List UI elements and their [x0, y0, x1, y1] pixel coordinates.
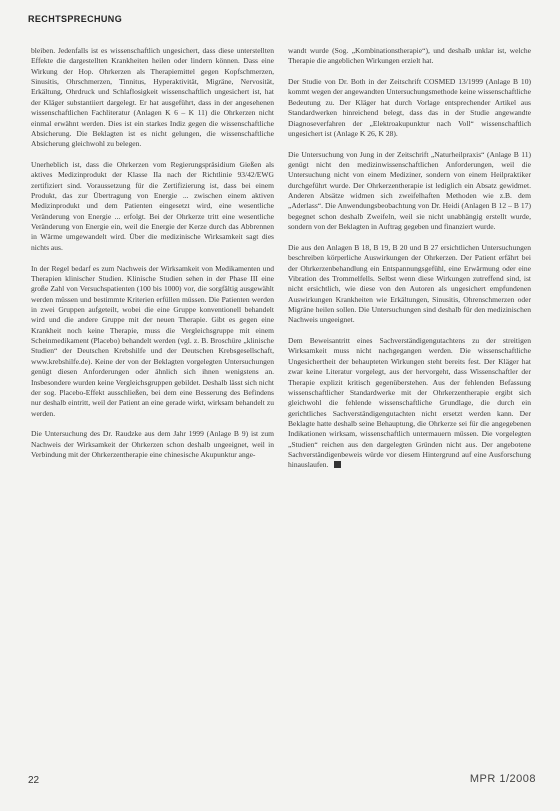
paragraph: Unerheblich ist, dass die Ohrkerzen vom Regierungspräsidium Gießen als aktives Medizinprodukt der Klasse IIa nach der Richtlinie 93/42/EWG zertifiziert sind. Voraussetzung für die Zertifizierung ist, dass bei einem Produkt, das zur Übertragung von Energie ... zwischen einem aktiven Medizinprodukt und dem Patienten eingesetzt wird, eine wesentliche Veränderung von Energie ... erfolgt. Bei der Ohrkerze tritt eine wesentliche Veränderung von Energie ein, weil die Energie der Kerze durch das Abbrennen in Wärme umgewandelt wird. Über die medizinische Wirksamkeit sagt dies nichts aus.: [31, 159, 274, 252]
paragraph: wandt wurde (Sog. „Kombinationstherapie“), und deshalb unklar ist, welche Therapie die angeblichen Wirkungen erzielt hat.: [288, 46, 531, 66]
page-number: 22: [28, 775, 40, 786]
journal-issue: MPR 1/2008: [469, 773, 536, 785]
paragraph: Die aus den Anlagen B 18, B 19, B 20 und B 27 ersichtlichen Untersuchungen beschreiben körperliche Auswirkungen der Ohrkerzen. Der Patient erfährt bei der Ohrkerzenbehandlung ein Entspannungsgefühl, eine Erwärmung oder eine Vibration des Trommelfells. Selbst wenn diese Wirkungen zutreffend sind, ist nicht ersichtlich, wie diese von den Autoren als ungesichert empfundenen Auswirkungen Krankheiten wie Erkältungen, Sinusitis, Ohrenschmerzen oder Migräne heilen sollen. Die Untersuchungen sind deshalb für den medizinischen Nachweis ungeeignet.: [288, 242, 531, 325]
left-column: [31, 46, 274, 460]
paragraph-text: Dem Beweisantritt eines Sachverständigengutachtens zu der streitigen Wirksamkeit muss nicht nachgegangen werden. Die wissenschaftliche Ungesichertheit der behaupteten Wirkungen steht bereits fest. Der Kläger hat zwar keine Literatur vorgelegt, aus der hervorgeht, dass Wissenschaftler der Therapie explizit kritisch gegenüberstehen. Aus der fehlenden Befassung wissenschaftlicher Standardwerke mit der Ohrkerzentherapie ergibt sich gleichwohl die fehlende wissenschaftliche Grundlage, die durch ein gerichtliches Sachverständigengutachten nicht ersetzt werden kann. Der Beklagte hatte deshalb seine Behauptung, die Ohrkerze sei für die angegebenen Indikationen wirksam, wissenschaftlich untermauern müssen. Die vorgelegten „Studien“ reichen aus den dargelegten Gründen nicht aus. Der angebotene Sachverständigenbeweis würde vor diesem Hintergrund auf eine Ausforschung hinauslaufen.: [288, 336, 531, 470]
right-column: [288, 46, 531, 471]
paragraph: [288, 336, 531, 471]
paragraph: In der Regel bedarf es zum Nachweis der Wirksamkeit von Medikamenten und Therapien klinischer Studien. Klinische Studien sehen in der Phase III eine große Zahl von Versuchspatienten (100 bis 1000) vor, die sorgfältig ausgewählt werden müssen und bestimmte Kriterien erfüllen müssen. Die Patienten werden in zwei Gruppen aufgeteilt, wobei die eine Gruppe konventionell behandelt wird und die andere Gruppe mit der neuen Therapie. Gibt es gegen eine Krankheit noch keine Therapie, muss die Vergleichsgruppe mit einem Scheinmedikament (Placebo) behandelt werden (vgl. z. B. Broschüre „klinische Studien“ der Deutschen Krebshilfe und der Deutschen Krebsgesellschaft, www.krebshilfe.de). Keine der von der Beklagten vorgelegten Untersuchungen genügt diesen Anforderungen oder ähnlich sich ihnen wenigstens an. Insbesondere wurden keine Vergleichsgruppen gebildet. Deshalb lässt sich nicht der sog. Placebo-Effekt ausschließen, bei dem eine Besserung des Befindens nur deshalb eintritt, weil der Patient an eine gerade wirkt, wirksam behandelt zu werden.: [31, 263, 274, 418]
paragraph: Die Untersuchung des Dr. Raudzke aus dem Jahr 1999 (Anlage B 9) ist zum Nachweis der Wirksamkeit der Ohrkerzen schon deshalb ungeeignet, weil in Verbindung mit der Ohrkerzentherapie eine chinesische Akupunktur ange-: [31, 429, 274, 460]
section-header: RECHTSPRECHUNG: [28, 14, 123, 24]
paragraph: bleiben. Jedenfalls ist es wissenschaftlich ungesichert, dass diese unterstellten Effekte die dargestellten Krankheiten heilen oder lindern können. Dass eine Wirkung der Hop. Ohrkerzen als Therapiemittel gegen Kopfschmerzen, Sinusitis, Ohrschmerzen, Tinnitus, Hyperaktivität, Migräne, Nervosität, Erkältung, Ohrdruck und Schlaflosigkeit wissenschaftlich ungesichert ist, hat der Kläger substantiiert dargelegt. Er hat ausgeführt, dass in der angesehenen wissenschaftlichen Fachliteratur (Anlagen K 6 – K 11) die Ohrkerzen nicht einmal erwähnt werden. Dies ist ein starkes Indiz gegen die wissenschaftliche Absicherung. Die Beklagten ist es nicht gelungen, die wissenschaftliche Absicherung gleichwohl zu belegen.: [31, 46, 274, 149]
paragraph: Der Studie von Dr. Both in der Zeitschrift COSMED 13/1999 (Anlage B 10) kommt wegen der angewandten Untersuchungsmethode keine wissenschaftliche Bedeutung zu. Der Kläger hat durch Vorlage entsprechender Artikel aus Standardwerken hinreichend belegt, dass das in der Studie angewandte Diagnoseverfahren der „Elektroakupunktur nach Voll“ wissenschaftlich ungesichert ist (Anlage K 26, K 28).: [288, 77, 531, 138]
paragraph: Die Untersuchung von Jung in der Zeitschrift „Naturheilpraxis“ (Anlage B 11) genügt nicht den medizinwissenschaftlichen Anforderungen, weil die Untersuchung nicht von einem Mediziner, sondern von einem Heilpraktiker durchgeführt wurde. Der Ohrkerzentherapie ist lediglich ein Absatz gewidmet. Anderen Absätze widmen sich zweifelhaften Methoden wie z.B. dem „Aderlass“. Die Anwendungsbeobachtung von Dr. Heidi (Anlagen B 12 – B 17) begegnet schon deshalb Zweifeln, weil sie nicht unabhängig erstellt wurde, sondern von der Beklagten in Auftrag gegeben und finanziert wurde.: [288, 149, 531, 232]
end-of-article-square-icon: [334, 461, 341, 468]
